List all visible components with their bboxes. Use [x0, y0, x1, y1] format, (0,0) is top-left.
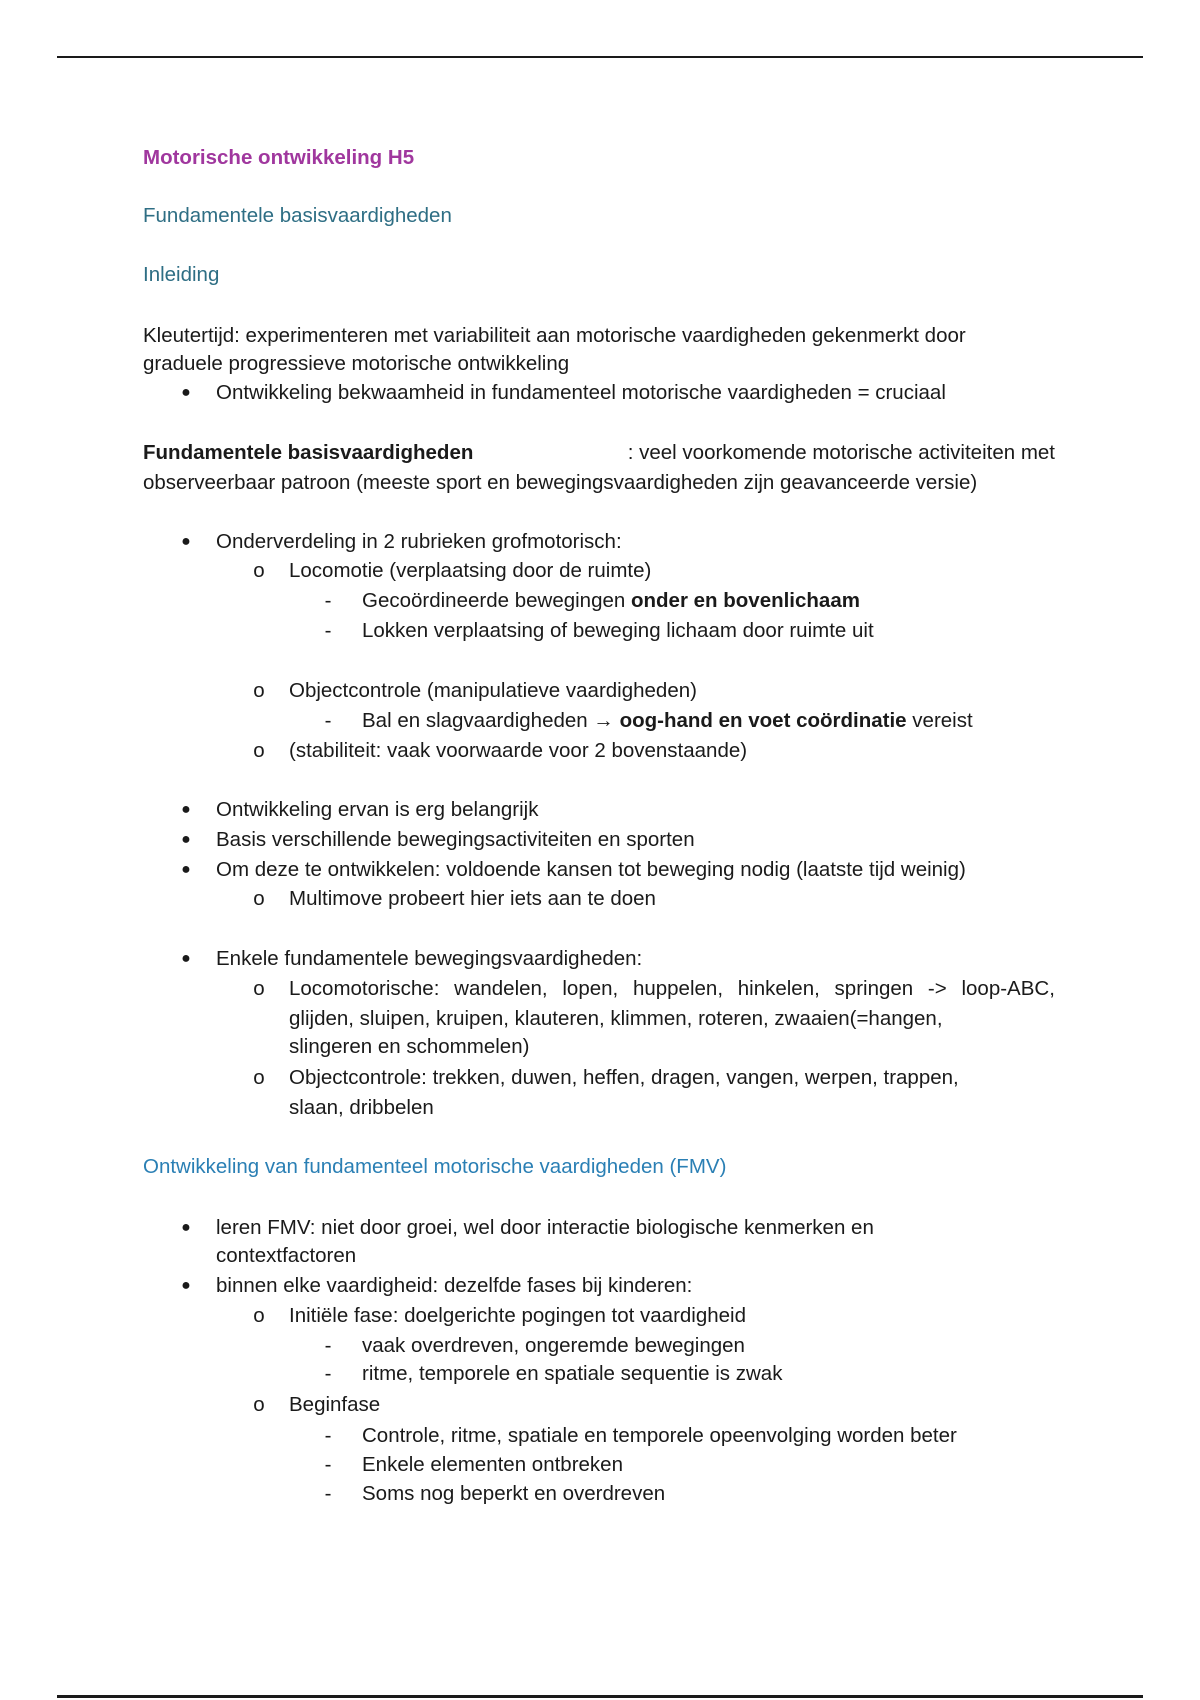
intro-bullet-text: Ontwikkeling bekwaamheid in fundamenteel motorische vaardigheden = cruciaal — [216, 381, 946, 404]
circle-marker: o — [253, 559, 265, 582]
definition-rest: : veel voorkomende motorische activiteiten met — [627, 441, 1055, 464]
circle-marker: o — [253, 1304, 265, 1327]
circle-marker: o — [253, 887, 265, 910]
bullet-marker: ● — [181, 1219, 191, 1236]
circle-marker: o — [253, 1066, 265, 1089]
locomotorische-line-1 — [289, 975, 1055, 1003]
subdivision-bullet: Onderverdeling in 2 rubrieken grofmotorisch: — [216, 530, 622, 553]
beginfase-dash-3: Soms nog beperkt en overdreven — [362, 1482, 666, 1505]
dash-marker: - — [324, 1482, 332, 1505]
header-rule — [57, 56, 1143, 58]
objectcontrole-line-2: slaan, dribbelen — [289, 1096, 434, 1119]
justified-word: Locomotorische: — [289, 977, 440, 1000]
locomotorische-line-3: slingeren en schommelen) — [289, 1035, 530, 1058]
dash-marker: - — [324, 619, 332, 642]
dash-marker: - — [324, 709, 332, 732]
bullet-belangrijk: Ontwikkeling ervan is erg belangrijk — [216, 798, 539, 821]
bullet-basis: Basis verschillende bewegingsactiviteiten en sporten — [216, 828, 695, 851]
objectcontrole-dash-text: Bal en slagvaardigheden — [362, 709, 594, 732]
circle-marker: o — [253, 739, 265, 762]
beginfase-item: Beginfase — [289, 1393, 381, 1416]
leren-line-1: leren FMV: niet door groei, wel door interactie biologische kenmerken en — [216, 1216, 874, 1239]
circle-marker: o — [253, 1393, 265, 1416]
justified-word: hinkelen, — [737, 977, 820, 1000]
bullet-marker: ● — [181, 950, 191, 967]
locomotie-dash-1-text: Gecoördineerde bewegingen — [362, 589, 631, 612]
definition-line-2: observeerbaar patroon (meeste sport en bewegingsvaardigheden zijn geavanceerde versie) — [143, 471, 978, 494]
stabiliteit-item: (stabiliteit: vaak voorwaarde voor 2 bovenstaande) — [289, 739, 748, 762]
dash-marker: - — [324, 589, 332, 612]
justified-word: huppelen, — [632, 977, 724, 1000]
bullet-kansen: Om deze te ontwikkelen: voldoende kansen tot beweging nodig (laatste tijd weinig) — [216, 858, 966, 881]
leren-line-2: contextfactoren — [216, 1244, 357, 1267]
bullet-marker: ● — [181, 533, 191, 550]
beginfase-dash-1: Controle, ritme, spatiale en temporele opeenvolging worden beter — [362, 1424, 957, 1447]
justified-word: lopen, — [562, 977, 619, 1000]
bullet-marker: ● — [181, 801, 191, 818]
subheading-inleiding: Inleiding — [143, 263, 220, 286]
bullet-marker: ● — [181, 1277, 191, 1294]
locomotie-item: Locomotie (verplaatsing door de ruimte) — [289, 559, 652, 582]
justified-word: -> — [927, 977, 947, 1000]
intro-line-2: graduele progressieve motorische ontwikkeling — [143, 352, 570, 375]
justified-word: springen — [834, 977, 914, 1000]
objectcontrole-dash-bold: oog-hand en voet coördinatie — [613, 709, 907, 732]
justified-word: wandelen, — [454, 977, 548, 1000]
objectcontrole-item: Objectcontrole (manipulatieve vaardigheden) — [289, 679, 697, 702]
bullet-marker: ● — [181, 384, 191, 401]
locomotie-dash-2: Lokken verplaatsing of beweging lichaam door ruimte uit — [362, 619, 874, 642]
initiele-dash-2: ritme, temporele en spatiale sequentie is zwak — [362, 1362, 783, 1385]
binnen-bullet: binnen elke vaardigheid: dezelfde fases bij kinderen: — [216, 1274, 693, 1297]
bullet-marker: ● — [181, 831, 191, 848]
objectcontrole-dash — [362, 707, 973, 735]
beginfase-dash-2: Enkele elementen ontbreken — [362, 1453, 623, 1476]
justified-word: loop-ABC, — [961, 977, 1055, 1000]
locomotie-dash-1 — [362, 587, 860, 615]
fmv-heading: Ontwikkeling van fundamenteel motorische vaardigheden (FMV) — [143, 1155, 727, 1178]
dash-marker: - — [324, 1424, 332, 1447]
dash-marker: - — [324, 1334, 332, 1357]
section-heading: Fundamentele basisvaardigheden — [143, 204, 452, 227]
objectcontrole-line-1: Objectcontrole: trekken, duwen, heffen, dragen, vangen, werpen, trappen, — [289, 1066, 959, 1089]
initiele-dash-1: vaak overdreven, ongeremde bewegingen — [362, 1334, 745, 1357]
objectcontrole-dash-tail: vereist — [906, 709, 973, 732]
definition-term: Fundamentele basisvaardigheden — [143, 441, 474, 464]
dash-marker: - — [324, 1362, 332, 1385]
page-title: Motorische ontwikkeling H5 — [143, 146, 415, 169]
dash-marker: - — [324, 1453, 332, 1476]
locomotorische-line-2: glijden, sluipen, kruipen, klauteren, klimmen, roteren, zwaaien(=hangen, — [289, 1007, 943, 1030]
circle-marker: o — [253, 977, 265, 1000]
multimove-item: Multimove probeert hier iets aan te doen — [289, 887, 656, 910]
locomotie-dash-1-bold: onder en bovenlichaam — [630, 589, 860, 612]
bullet-marker: ● — [181, 861, 191, 878]
definition-line-1 — [143, 439, 1055, 467]
footer-rule — [57, 1695, 1143, 1698]
arrow-icon: → — [593, 709, 614, 732]
bullet-enkele: Enkele fundamentele bewegingsvaardigheden: — [216, 947, 643, 970]
intro-line-1: Kleutertijd: experimenteren met variabiliteit aan motorische vaardigheden gekenmerkt door — [143, 324, 966, 347]
circle-marker: o — [253, 679, 265, 702]
initiele-fase-item: Initiële fase: doelgerichte pogingen tot vaardigheid — [289, 1304, 747, 1327]
